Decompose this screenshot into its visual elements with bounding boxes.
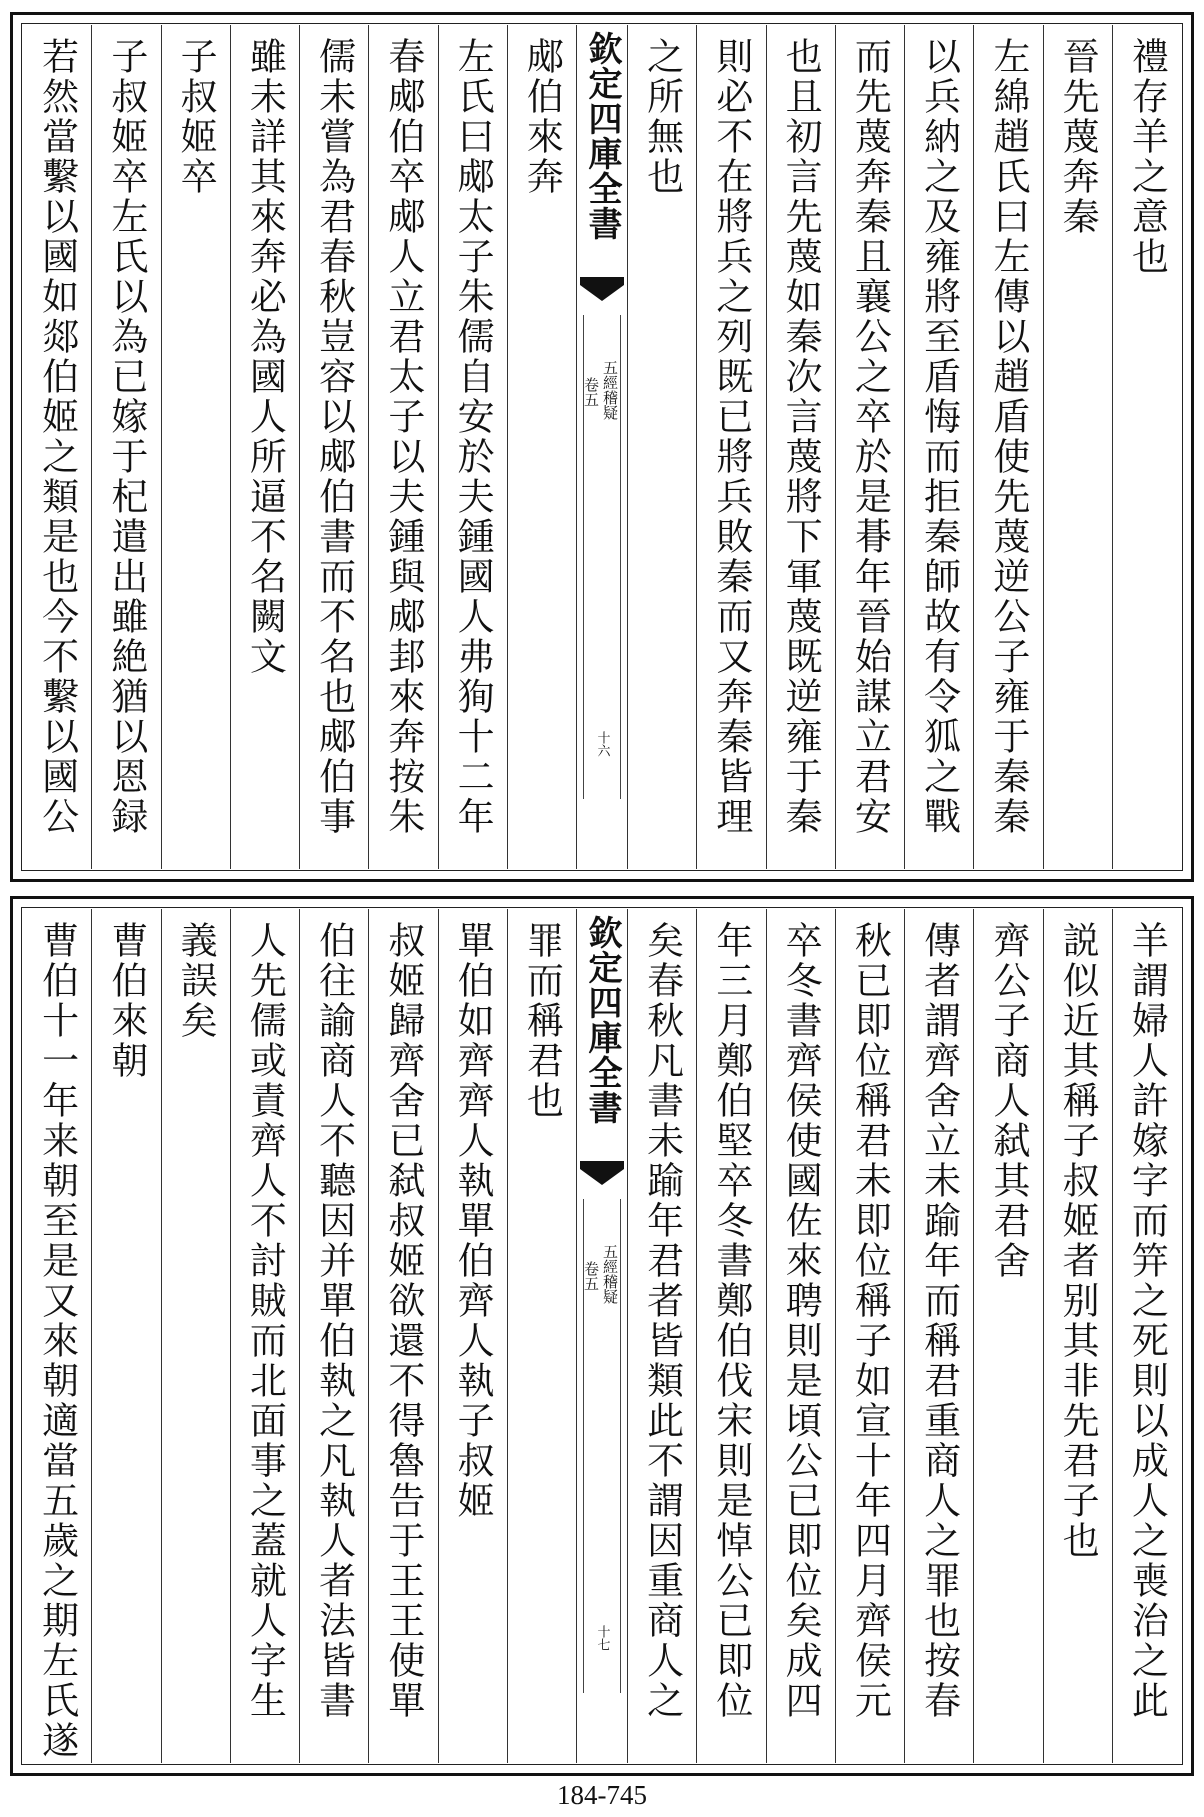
text-column: [91, 909, 160, 1763]
column-text: 傳者謂齊舍立未踰年而稱君重商人之罪也按春: [917, 921, 961, 1721]
center-rule: [620, 1199, 621, 1693]
column-text: 曹伯來朝: [104, 921, 148, 1081]
column-text: 罪而稱君也: [520, 921, 564, 1121]
column-text: 秋已即位稱君未即位稱子如宣十年四月齊侯元: [848, 921, 892, 1721]
column-text: 子叔姬卒左氏以為已嫁于杞遣出雖絶猶以恩録: [104, 37, 148, 837]
column-text: 子叔姬卒: [174, 37, 218, 197]
text-columns-top: [23, 25, 1181, 869]
column-text: 郕伯來奔: [520, 37, 564, 197]
text-column: [299, 909, 368, 1763]
text-column: [91, 25, 160, 869]
column-text: 卒冬書齊侯使國佐來聘則是頃公已即位矣成四: [779, 921, 823, 1721]
text-columns-bottom: [23, 909, 1181, 1763]
text-column: [1043, 25, 1112, 869]
fish-tail-mark-icon: [580, 277, 624, 307]
collection-title: 欽定四庫全書: [582, 31, 622, 241]
column-text: 雖未詳其來奔必為國人所逼不名闕文: [243, 37, 287, 677]
column-text: 而先蔑奔秦且襄公之卒於是朞年晉始謀立君安: [848, 37, 892, 837]
juan-number: 卷五: [582, 1261, 600, 1291]
text-column: [161, 909, 230, 1763]
collection-title: 欽定四庫全書: [582, 915, 622, 1125]
text-column: [1112, 909, 1181, 1763]
text-column: [368, 909, 437, 1763]
text-column: [904, 909, 973, 1763]
column-text: 左綿趙氏曰左傳以趙盾使先蔑逆公子雍于秦秦: [986, 37, 1030, 837]
text-column: [23, 909, 91, 1763]
column-text: 義誤矣: [174, 921, 218, 1041]
text-column: [766, 909, 835, 1763]
column-text: 説似近其稱子叔姬者别其非先君子也: [1056, 921, 1100, 1561]
column-text: 伯往諭商人不聽因并單伯執之凡執人者法皆書: [312, 921, 356, 1721]
column-text: 禮存羊之意也: [1125, 37, 1169, 277]
page-bottom: [10, 896, 1194, 1776]
book-title: 五經稽疑: [601, 1244, 619, 1304]
text-column: [299, 25, 368, 869]
text-column: [438, 909, 507, 1763]
column-text: 矣春秋凡書未踰年君者皆類此不謂因重商人之: [640, 921, 684, 1721]
text-column: [1043, 909, 1112, 1763]
text-column: [161, 25, 230, 869]
text-column: [438, 25, 507, 869]
column-text: 人先儒或責齊人不討賊而北面事之蓋就人字生: [243, 921, 287, 1721]
text-column: [1112, 25, 1181, 869]
column-text: 若然當繫以國如郯伯姬之類是也今不繫以國公: [35, 37, 79, 837]
column-text: 春郕伯卒郕人立君太子以夫鍾與郕邽來奔按朱: [381, 37, 425, 837]
text-column: [766, 25, 835, 869]
text-column: [23, 25, 91, 869]
text-column: [904, 25, 973, 869]
text-column: [230, 25, 299, 869]
folio-number: 十六: [594, 731, 610, 757]
text-column: [835, 25, 904, 869]
column-text: 之所無也: [640, 37, 684, 197]
text-column: [973, 909, 1042, 1763]
text-column: [973, 25, 1042, 869]
page-top: [10, 12, 1194, 882]
column-text: 也且初言先蔑如秦次言蔑將下軍蔑既逆雍于秦: [779, 37, 823, 837]
text-column: [835, 909, 904, 1763]
text-column: [627, 909, 696, 1763]
column-text: 則必不在將兵之列既已將兵敗秦而又奔秦皆理: [709, 37, 753, 837]
text-column: [507, 909, 576, 1763]
column-text: 曹伯十一年来朝至是又來朝適當五歲之期左氏遂: [35, 921, 79, 1761]
text-column: [368, 25, 437, 869]
text-column: [627, 25, 696, 869]
column-text: 羊謂婦人許嫁字而笄之死則以成人之喪治之此: [1125, 921, 1169, 1721]
text-column: [507, 25, 576, 869]
column-text: 叔姬歸齊舍已弑叔姬欲還不得魯告于王王使單: [381, 921, 425, 1721]
text-column: [230, 909, 299, 1763]
center-fold-label: [576, 909, 627, 1763]
column-text: 單伯如齊齊人執單伯齊人執子叔姬: [451, 921, 495, 1521]
folio-number: 十七: [594, 1625, 610, 1651]
text-column: [696, 25, 765, 869]
column-text: 年三月鄭伯堅卒冬書鄭伯伐宋則是悼公已即位: [709, 921, 753, 1721]
column-text: 儒未嘗為君春秋豈容以郕伯書而不名也郕伯事: [312, 37, 356, 837]
column-text: 晉先蔑奔秦: [1056, 37, 1100, 237]
juan-number: 卷五: [582, 377, 600, 407]
column-text: 以兵納之及雍將至盾悔而拒秦師故有令狐之戰: [917, 37, 961, 837]
center-rule: [620, 315, 621, 799]
column-text: 齊公子商人弑其君舍: [986, 921, 1030, 1281]
page-number: 184-745: [557, 1780, 647, 1810]
book-title: 五經稽疑: [601, 360, 619, 420]
fish-tail-mark-icon: [580, 1161, 624, 1191]
center-fold-label: [576, 25, 627, 869]
text-column: [696, 909, 765, 1763]
column-text: 左氏曰郕太子朱儒自安於夫鍾國人弗狥十二年: [451, 37, 495, 837]
